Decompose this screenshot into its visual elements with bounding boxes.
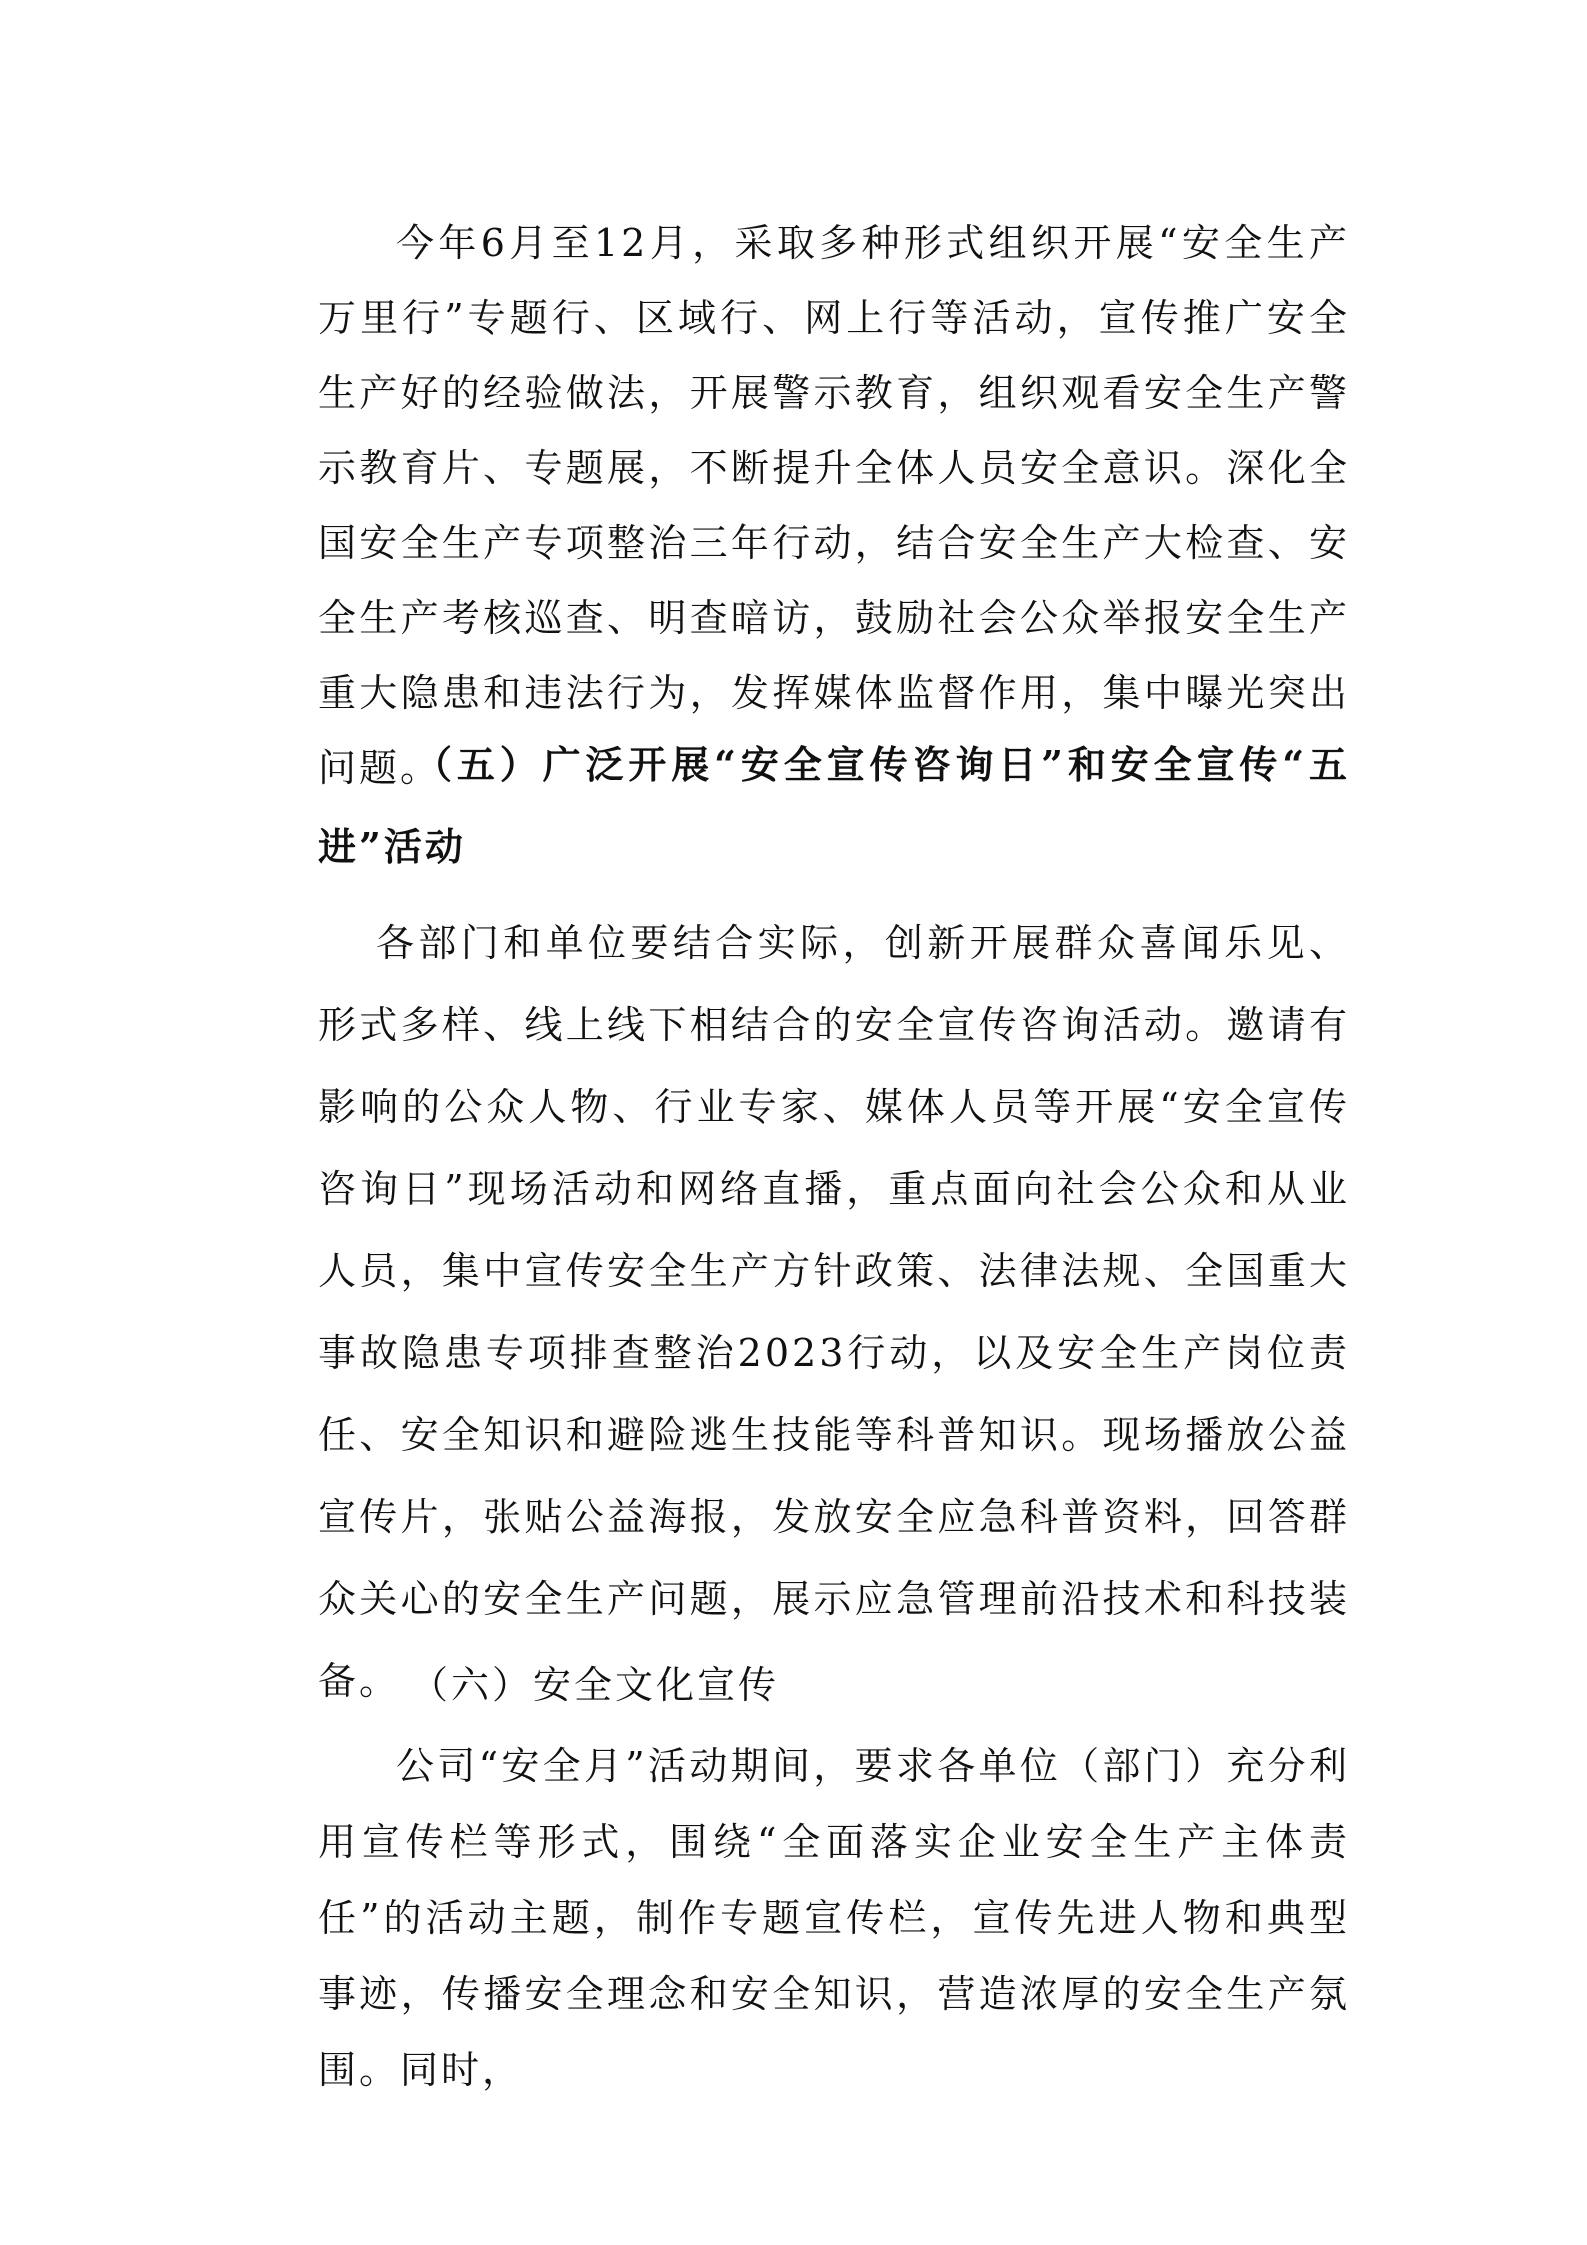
- paragraph-safety-culture: 公司“安全月”活动期间，要求各单位（部门）充分利用宣传栏等形式，围绕“全面落实企业安全生产主体责任”的活动主题，制作专题宣传栏，宣传先进人物和典型事迹，传播安全理念和安全知识，营造浓厚的安全生产氛围。同时，: [318, 1744, 1350, 2092]
- section-heading-5: （五）广泛开展“安全宣传咨询日”和安全宣传“五进”活动: [318, 742, 1350, 869]
- paragraph-consultation-day: 各部门和单位要结合实际，创新开展群众喜闻乐见、形式多样、线上线下相结合的安全宣传咨询活动。邀请有影响的公众人物、行业专家、媒体人员等开展“安全宣传咨询日”现场活动和网络直播，重点面向社会公众和从业人员，集中宣传安全生产方针政策、法律法规、全国重大事故隐患专项排查整治2023行动，以及安全生产岗位责任、安全知识和避险逃生技能等科普知识。现场播放公益宣传片，张贴公益海报，发放安全应急科普资料，回答群众关心的安全生产问题，展示应急管理前沿技术和科技装备。: [318, 921, 1350, 1703]
- section-heading-6: （六）安全文化宣传: [410, 1663, 780, 1707]
- paragraph-activities: 今年6月至12月，采取多种形式组织开展“安全生产万里行”专题行、区域行、网上行等活动，宣传推广安全生产好的经验做法，开展警示教育，组织观看安全生产警示教育片、专题展，不断提升全体人员安全意识。深化全国安全生产专项整治三年行动，结合安全生产大检查、安全生产考核巡查、明查暗访，鼓励社会公众举报安全生产重大隐患和违法行为，发挥媒体监督作用，集中曝光突出问题。: [318, 221, 1350, 790]
